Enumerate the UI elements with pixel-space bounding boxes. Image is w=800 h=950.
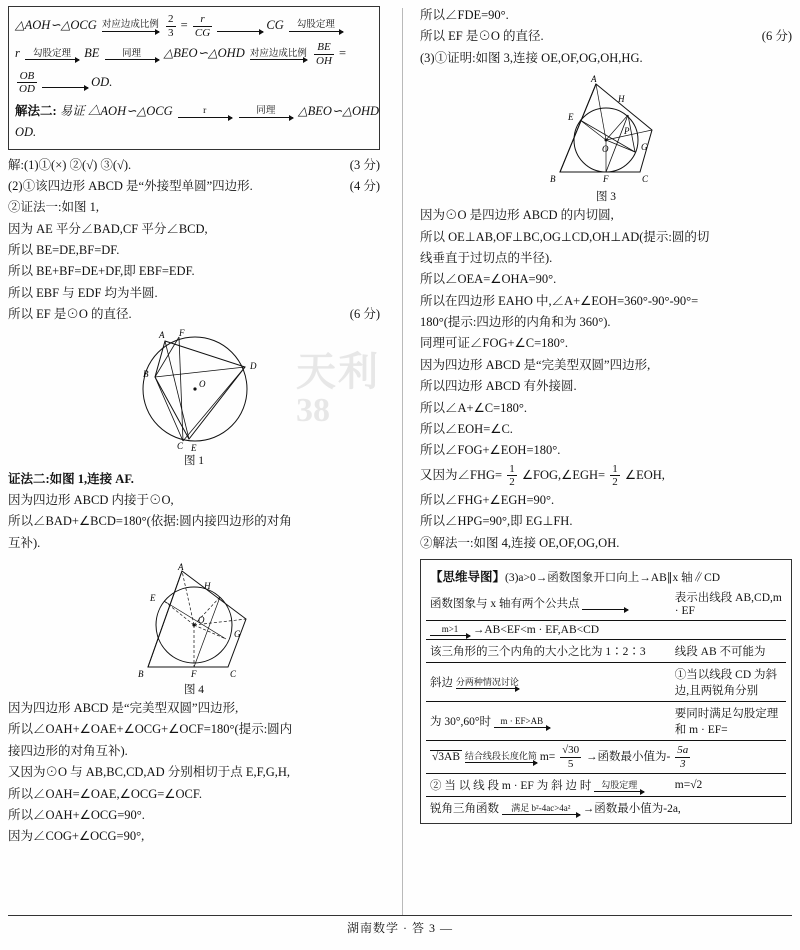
method-two-proof-label: 证法二:如图 1,连接 AF. (8, 471, 134, 486)
arrow-r: r (178, 106, 232, 117)
solution-line-fhg (420, 463, 792, 489)
mind-row6-text2: 要同时满足勾股定理和 m · EF= (674, 708, 779, 737)
after-fig4-text-4: 又因为⊙O 与 AB,BC,CD,AD 分别相切于点 E,F,G,H, (8, 765, 291, 780)
solution-line (8, 491, 380, 510)
after-fig4-text-6: 所以∠OAH+∠OCG=90°. (8, 807, 145, 822)
mind-row8-cell1 (426, 774, 671, 797)
solution-line (8, 827, 380, 846)
after-fig4-text-1: 因为四边形 ABCD 是“完美型双圆”四边形, (8, 701, 239, 716)
mind-map-title: 【思维导图】 (430, 570, 506, 585)
mind-row4-text1: 该三角形的三个内角的大小之比为 1∶2∶3 (430, 646, 646, 659)
table-row (426, 586, 786, 621)
solution-line (420, 491, 792, 510)
solution-line (420, 420, 792, 439)
arrow-similarly-2: 同理 (239, 106, 293, 117)
method-two-body: 易证 △AOH∽△OCG (59, 103, 173, 118)
right-mid-text-3: 线垂直于过切点的半径). (420, 250, 553, 265)
mind-map-table (426, 564, 786, 819)
svg-text:F: F (603, 174, 609, 185)
solution-text-7: 所以 EBF 与 EDF 均为半圆. (8, 285, 158, 300)
solution-text-1: 解:(1)①(×) ②(√) ③(√). (8, 157, 132, 172)
mind-row3-cell (426, 621, 786, 640)
score-1: (3 分) (349, 157, 380, 172)
method-two-similar: △BEO∽△OHD (297, 103, 380, 118)
mind-row2-cell2 (671, 586, 786, 621)
fraction-half-2: $\frac{1}{2}$ (612, 462, 618, 489)
svg-text:A: A (591, 74, 597, 85)
right-top-text-1: 所以∠FDE=90°. (420, 8, 509, 22)
solution-line (8, 284, 380, 303)
solution-line (8, 785, 380, 804)
mind-row8-text1: ② 当 以 线 段 m · EF 为 斜 边 时 (430, 780, 592, 793)
right-mid-text-12: 所以∠FOG+∠EOH=180°. (420, 443, 561, 458)
figure-3-caption: 图 3 (595, 191, 617, 204)
mind-row9-text1: 锐角三角函数 (430, 803, 499, 816)
after-fig4-text-7: 因为∠COG+∠OCG=90°, (8, 829, 145, 844)
solution-line (420, 6, 792, 25)
derivation-row2-similar: △BEO∽△OHD (163, 46, 245, 61)
svg-text:F: F (191, 669, 197, 680)
fraction-2-3: $\frac{2}{3}$ (168, 13, 174, 39)
solution-line (8, 720, 380, 739)
solution-line (420, 512, 792, 531)
arrow-discriminant: 满足 b²-4ac>4a² (502, 804, 580, 815)
fhg-post: ∠EOH, (624, 467, 665, 482)
solution-line (420, 249, 792, 268)
fraction-5a-3: $\frac{5a}{3}$ (677, 744, 689, 770)
equals-sign-2: = (339, 46, 347, 61)
solution-text-3: ②证法一:如图 1, (8, 200, 99, 215)
figure-4 (8, 563, 380, 697)
after-fig1-text-3: 所以∠BAD+∠BCD=180°(依据:圆内接四边形的对角 (8, 514, 292, 529)
solution-line (420, 27, 792, 46)
score-3: (6 分) (349, 307, 380, 322)
after-fig4-text-3: 接四边形的对角互补). (8, 743, 128, 758)
fraction-sqrt30-5: $\frac{√30}{5}$ (562, 744, 580, 770)
svg-text:G: G (234, 629, 241, 640)
watermark-sub: 38 (296, 392, 330, 429)
table-row (426, 621, 786, 640)
mind-row5-text2: ①当以线段 CD 为斜边,且两锐角分别 (674, 669, 778, 698)
mind-row2-text1: 函数图象与 x 轴有两个公共点 (430, 598, 580, 611)
table-row (426, 797, 786, 820)
solution-text-4: 因为 AE 平分∠BAD,CF 平分∠BCD, (8, 221, 208, 236)
mind-row5-text1: 斜边 (430, 677, 453, 690)
svg-text:C: C (642, 174, 649, 185)
fhg-mid: ∠FOG,∠EGH= (521, 467, 606, 482)
solution-line (420, 49, 792, 68)
method-two-tail: OD. (15, 125, 37, 140)
arrow-mef-gt-ab: m · EF>AB (494, 717, 550, 728)
solution-line (420, 356, 792, 375)
svg-text:A: A (159, 329, 165, 340)
solution-line (420, 534, 792, 553)
mind-row6-cell1 (426, 702, 671, 741)
right-end-text-2: 所以∠HPG=90°,即 EG⊥FH. (420, 514, 573, 529)
arrow-plain-1 (217, 21, 263, 32)
page-footer (0, 915, 800, 936)
fraction-half-1: $\frac{1}{2}$ (509, 462, 515, 489)
figure-1-caption: 图 1 (183, 454, 205, 467)
svg-text:B: B (550, 174, 556, 185)
solution-line (420, 441, 792, 460)
mind-row5-cell2 (671, 663, 786, 702)
footer-text: 湖南数学 · 答 3 — (347, 921, 453, 935)
solution-line (420, 377, 792, 396)
solution-text-8: 所以 EF 是⊙O 的直径. (8, 307, 132, 322)
table-row (426, 774, 786, 797)
solution-line (420, 334, 792, 353)
mind-row7-text3: →函数最小值为- (586, 750, 671, 763)
solution-line (420, 228, 792, 247)
derivation-row3-tail: OD. (91, 74, 113, 89)
arrow-proportional-sides-2: 对应边成比例 (249, 48, 307, 59)
right-end-text-3: ②解法一:如图 4,连接 OE,OF,OG,OH. (420, 535, 620, 550)
right-mid-text-2: 所以 OE⊥AB,OF⊥BC,OG⊥CD,OH⊥AD(提示:圆的切 (420, 229, 710, 244)
mind-row5-cell1 (426, 663, 671, 702)
svg-text:O: O (602, 144, 609, 155)
derivation-box (8, 6, 380, 150)
arrow-plain-2 (42, 77, 88, 88)
solution-line (420, 292, 792, 311)
svg-text:O: O (199, 378, 206, 389)
mind-row9-text2: →函数最小值为-2a, (582, 803, 681, 816)
solution-line (8, 241, 380, 260)
right-mid-text-8: 因为四边形 ABCD 是“完美型双圆”四边形, (420, 357, 651, 372)
svg-text:E: E (568, 112, 574, 123)
right-column (420, 0, 792, 824)
svg-text:F: F (179, 328, 185, 338)
after-fig1-text-2: 因为四边形 ABCD 内接于⊙O, (8, 492, 174, 507)
arrow-proportional-sides: 对应边成比例 (101, 20, 159, 31)
right-mid-text-5: 所以在四边形 EAHO 中,∠A+∠EOH=360°-90°-90°= (420, 293, 699, 308)
svg-text:O: O (198, 615, 205, 626)
mind-row4-cell2 (671, 640, 786, 663)
table-row (426, 564, 786, 586)
method-two-label: 解法二: (15, 103, 57, 118)
derivation-row1-cg: CG (266, 18, 284, 33)
figure-4-caption: 图 4 (183, 684, 205, 697)
mind-row7-cell (426, 741, 786, 774)
score-right-1: (6 分) (761, 29, 792, 44)
left-column (8, 0, 380, 849)
table-row (426, 663, 786, 702)
solution-line (8, 742, 380, 761)
mind-row9-cell (426, 797, 786, 820)
svg-text:E: E (191, 442, 197, 453)
mind-row2-text2: 表示出线段 AB,CD,m · EF (674, 592, 782, 618)
svg-text:A: A (178, 563, 184, 573)
solution-line (8, 177, 380, 196)
svg-text:E: E (150, 593, 156, 604)
after-fig4-text-2: 所以∠OAH+∠OAE+∠OCG+∠OCF=180°(提示:圆内 (8, 722, 293, 737)
solution-text-5: 所以 BE=DE,BF=DF. (8, 243, 120, 258)
svg-text:G: G (641, 142, 648, 153)
solution-line (8, 763, 380, 782)
mind-row3-text: →AB<EF<m · EF,AB<CD (472, 624, 600, 637)
solution-line (8, 470, 380, 489)
right-mid-text-6: 180°(提示:四边形的内角和为 360°). (420, 315, 611, 329)
arrow-pythagorean-3: 勾股定理 (594, 781, 644, 792)
right-mid-text-10: 所以∠A+∠C=180°. (420, 400, 528, 415)
derivation-row2-be: BE (84, 46, 100, 61)
mind-row7-radical: √3AB (432, 750, 461, 763)
solution-line (8, 806, 380, 825)
solution-text-2: (2)①该四边形 ABCD 是“外接型单圆”四边形. (8, 178, 253, 193)
mind-row7-text2: m= (539, 750, 556, 763)
right-mid-text-9: 所以四边形 ABCD 有外接圆. (420, 379, 577, 394)
right-mid-text-1: 因为⊙O 是四边形 ABCD 的内切圆, (420, 208, 614, 223)
solution-line (420, 399, 792, 418)
right-mid-text-4: 所以∠OEA=∠OHA=90°. (420, 272, 557, 287)
mind-row6-cell2 (671, 702, 786, 741)
right-end-text-1: 所以∠FHG+∠EGH=90°. (420, 492, 555, 507)
right-mid-text-11: 所以∠EOH=∠C. (420, 421, 513, 436)
arrow-m-gt-1: m>1 (430, 625, 470, 636)
mind-row1-text: (3)a>0→函数图象开口向上→AB∥x 轴∥CD (505, 572, 721, 585)
fraction-be-oh: $\frac{BE}{OH}$ (316, 41, 332, 67)
solution-line (8, 305, 380, 324)
table-row (426, 640, 786, 663)
after-fig1-text-4: 互补). (8, 535, 41, 550)
figure-3 (420, 72, 792, 204)
mind-row4-cell1 (426, 640, 671, 663)
fraction-r-cg: $\frac{r}{CG}$ (194, 13, 211, 39)
right-top-text-2: 所以 EF 是⊙O 的直径. (420, 29, 544, 44)
table-row (426, 741, 786, 774)
solution-line (420, 313, 792, 332)
arrow-simplify: 结合线段长度化简 (464, 750, 537, 761)
arrow-similarly-1: 同理 (105, 49, 159, 60)
solution-text-6: 所以 BE+BF=DE+DF,即 EBF=EDF. (8, 264, 195, 279)
arrow-icon (582, 599, 628, 610)
after-fig4-text-5: 所以∠OAH=∠OAE,∠OCG=∠OCF. (8, 786, 202, 801)
svg-text:H: H (618, 94, 625, 105)
solution-line (8, 512, 380, 531)
equals-sign-1: = (180, 18, 188, 33)
mind-row4-text2: 线段 AB 不可能为 (674, 646, 766, 659)
solution-line (8, 699, 380, 718)
solution-line (8, 534, 380, 553)
score-2: (4 分) (349, 178, 380, 193)
solution-line (8, 220, 380, 239)
right-mid-text-7: 同理可证∠FOG+∠C=180°. (420, 336, 569, 351)
arrow-case-split: 分两种情况讨论 (455, 676, 519, 687)
svg-text:C: C (230, 669, 237, 680)
solution-line (8, 156, 380, 175)
column-divider (402, 8, 403, 916)
solution-line (8, 198, 380, 217)
table-row (426, 702, 786, 741)
solution-line (8, 262, 380, 281)
svg-text:C: C (177, 440, 184, 451)
mind-map-box (420, 559, 792, 824)
arrow-pythagorean-2: 勾股定理 (25, 49, 79, 60)
fhg-pre: 又因为∠FHG= (420, 467, 503, 482)
svg-text:H: H (204, 581, 211, 592)
derivation-row2-pre: r (15, 46, 20, 61)
mind-row8-cell2 (671, 774, 786, 797)
svg-text:B: B (143, 368, 149, 379)
svg-text:D: D (250, 360, 257, 371)
mind-row6-text1: 为 30°,60°时 (430, 716, 491, 729)
arrow-pythagorean-1: 勾股定理 (289, 20, 343, 31)
mind-row8-text2: m=√2 (674, 779, 703, 792)
mind-row2-cell1 (426, 586, 671, 621)
svg-text:B: B (138, 669, 144, 680)
derivation-row1-start: △AOH∽△OCG (15, 18, 97, 33)
right-top-text-3: (3)①证明:如图 3,连接 OE,OF,OG,OH,HG. (420, 50, 643, 65)
solution-line (420, 206, 792, 225)
fraction-ob-od: $\frac{OB}{OD}$ (19, 69, 35, 96)
figure-1 (8, 329, 380, 468)
footer-rule (8, 915, 792, 916)
solution-line (420, 270, 792, 289)
svg-text:P: P (624, 126, 630, 137)
watermark-main: 天利 (296, 349, 380, 394)
